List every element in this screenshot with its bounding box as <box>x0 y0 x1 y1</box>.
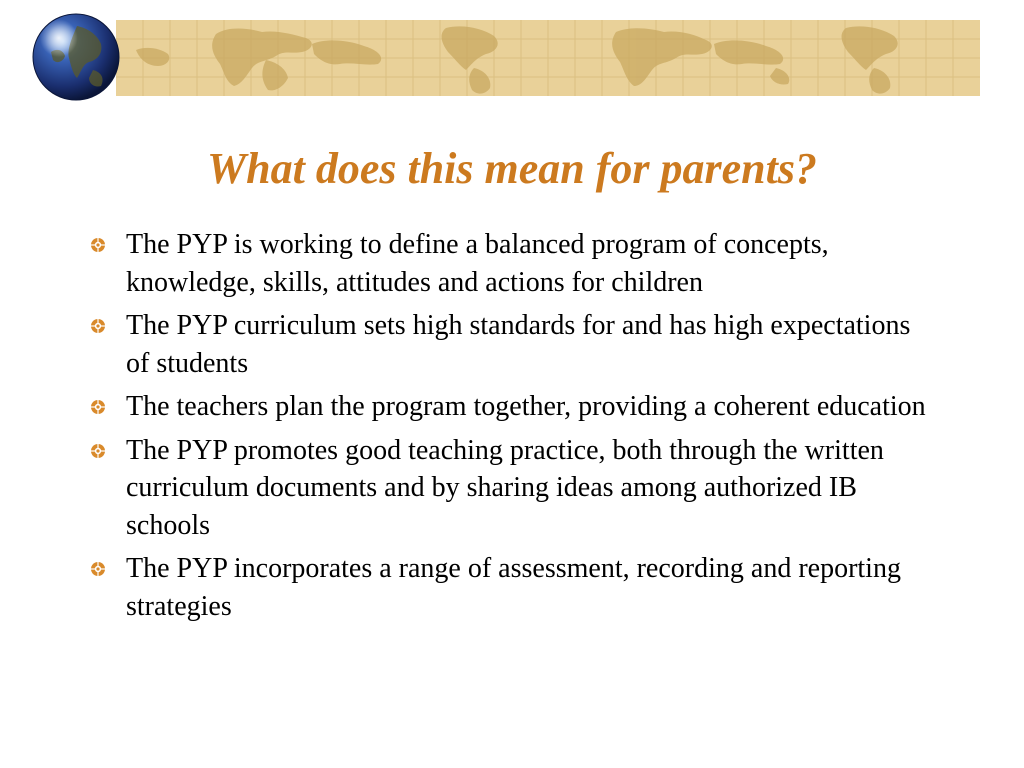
target-bullet-icon <box>90 237 106 253</box>
world-map-image <box>116 20 980 96</box>
slide-title: What does this mean for parents? <box>207 144 817 193</box>
bullet-item <box>86 226 926 301</box>
bullet-item <box>86 307 926 382</box>
bullet-text: The PYP incorporates a range of assessment, recording and reporting strategies <box>126 553 901 622</box>
bullet-item <box>86 550 926 625</box>
target-bullet-icon <box>90 561 106 577</box>
bullet-list <box>86 226 926 631</box>
bullet-text: The PYP is working to define a balanced program of concepts, knowledge, skills, attitudes and actions for children <box>126 229 829 298</box>
world-map-banner <box>116 20 980 96</box>
bullet-item <box>86 388 926 426</box>
target-bullet-icon <box>90 399 106 415</box>
bullet-text: The PYP promotes good teaching practice, both through the written curriculum documents and by sharing ideas among authorized IB schools <box>126 434 884 541</box>
globe-icon <box>31 12 121 102</box>
bullet-item <box>86 432 926 545</box>
target-bullet-icon <box>90 318 106 334</box>
bullet-text: The PYP curriculum sets high standards for and has high expectations of students <box>126 310 911 379</box>
bullet-text: The teachers plan the program together, providing a coherent education <box>126 391 926 422</box>
target-bullet-icon <box>90 443 106 459</box>
